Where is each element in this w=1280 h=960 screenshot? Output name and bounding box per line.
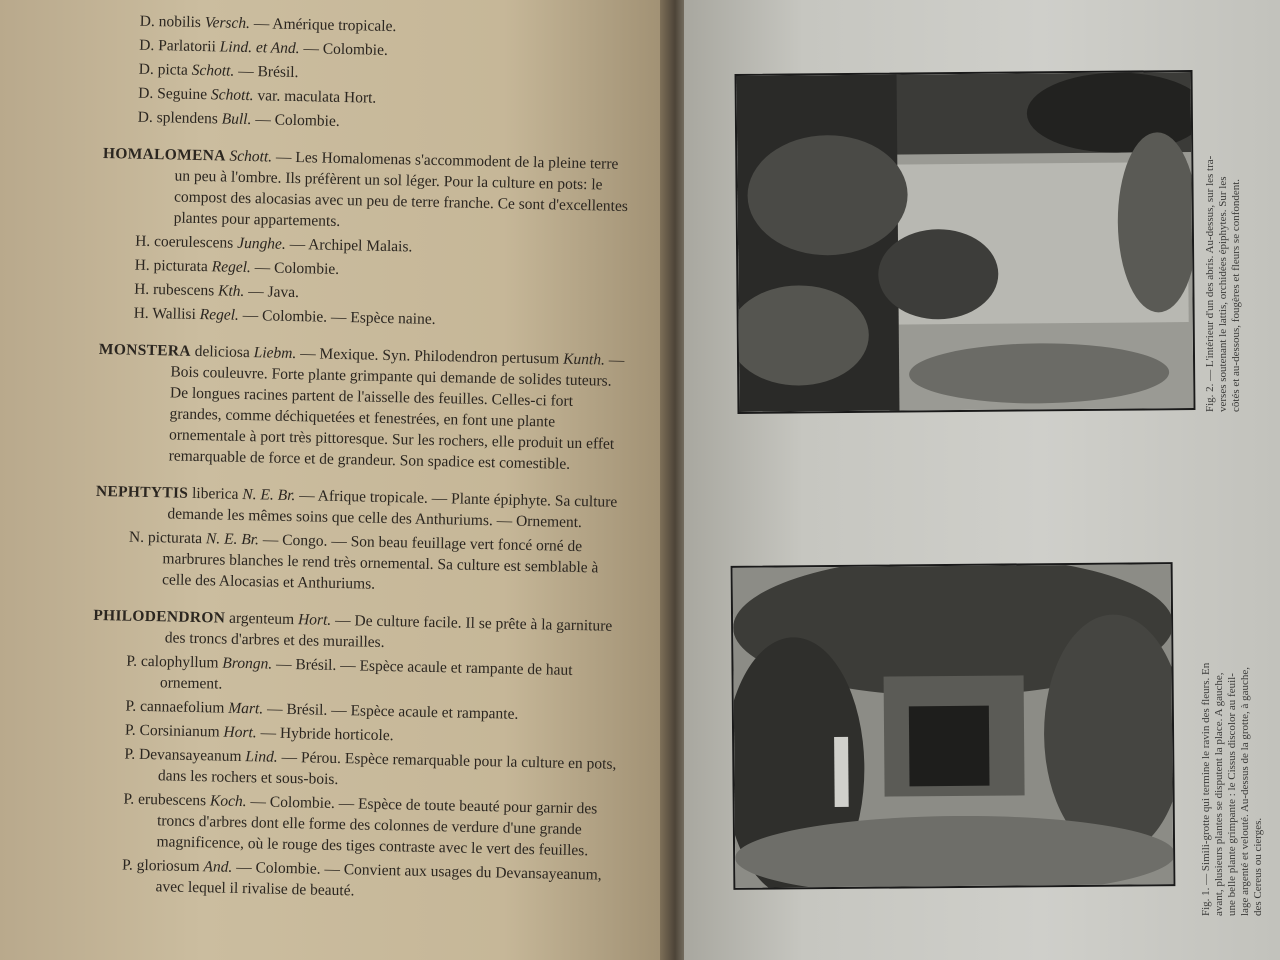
abbr: D. (138, 60, 155, 79)
author: N. E. Br. (242, 485, 296, 505)
caption-line: Fig. 2. — L'intérieur d'un des abris. Au-dessus, sur les tra- (1204, 155, 1216, 412)
homalomena-entry (101, 143, 633, 238)
description: — Les Homalomenas s'accommodent de la pleine terre un peu à l'ombre. Ils préfèrent un sol léger. Pour la culture en pots: le compost des alocasias avec un peu de terre franche. Ce sont d'excellentes plantes pour appartements. (173, 148, 629, 230)
grotto-image (733, 564, 1174, 888)
description: — Java. (248, 283, 300, 302)
description: — De culture facile. Il se prête à la garniture des troncs d'arbres et des murailles. (164, 611, 613, 651)
author: Schott. (210, 86, 254, 105)
abbr: D. (138, 84, 154, 103)
author: Koch. (209, 792, 247, 811)
philodendron-species-entry (122, 789, 619, 862)
abbr: H. (133, 280, 150, 298)
author: Liebm. (253, 344, 297, 363)
species-name: picta (157, 61, 189, 79)
author: Regel. (211, 258, 252, 277)
species-name: erubescens (137, 790, 207, 810)
description: — Brésil. (238, 62, 299, 82)
caption-line: côtés et au-dessous, fougères et fleurs se confondent. (1230, 178, 1242, 412)
genus-name: MONSTERA (98, 340, 192, 360)
genus-name: HOMALOMENA (102, 144, 226, 165)
caption-line: avant, plusieurs plantes se disputent la place. A gauche, (1213, 672, 1225, 916)
description: — Bois couleuvre. Forte plante grimpante qui demande de solides tuteurs. De longues racines partent de l'aisselle des feuilles. Celles-ci fort grandes, comme déchiquetées et fenestrées, en font une plante ornementale à port très pittoresque. Sur les rochers, elle produit un effet remarquable de force et de grandeur. Son spadice est comestible. (168, 351, 625, 473)
genus-name: NEPHTYTIS (95, 482, 189, 502)
species-name: coerulescens (153, 233, 234, 252)
species-name: rubescens (152, 281, 215, 300)
author: Schott. (191, 61, 235, 80)
author: Mart. (228, 699, 264, 718)
philodendron-species-entry (124, 744, 621, 796)
author: Bull. (221, 110, 252, 129)
figure-1-caption (1200, 556, 1265, 916)
genus-name: PHILODENDRON (93, 606, 226, 627)
description: — Amérique tropicale. (253, 15, 397, 36)
description: — Colombie. — Espèce de toute beauté pour garnir des troncs d'arbres dont elle forme des colonnes de verdure d'une grande magnificence, où le rouge des tiges contraste avec le vert des feuilles. (156, 793, 598, 860)
homalomena-species-list (99, 230, 631, 334)
abbr: P. (124, 721, 136, 739)
abbr: H. (133, 304, 149, 322)
abbr: P. (121, 856, 134, 874)
figure-2-photo (735, 70, 1196, 414)
caption-line: verses soutenant le lattis, orchidées épiphytes. Sur les (1217, 176, 1229, 412)
abbr: N. (128, 528, 145, 546)
nephtytis-entry (95, 481, 626, 534)
abbr: D. (139, 12, 156, 31)
caption-line: lage argenté et velouté. Au-dessus de la grotte, à gauche, (1239, 666, 1251, 916)
abbr: D. (137, 108, 154, 127)
philodendron-species-list (87, 650, 622, 907)
description: — Colombie. — Convient aux usages du Devansayeanum, avec lequel il rivalise de beauté. (155, 858, 602, 900)
abbr: P. (126, 652, 138, 670)
description: — Colombie. (254, 259, 340, 278)
author: Lind. (245, 748, 278, 766)
species-name: picturata (153, 257, 209, 276)
monstera-entry (96, 339, 629, 476)
caption-line: Fig. 1. — Simili-grotte qui termine le ravin des fleurs. En (1200, 662, 1212, 916)
species-name: liberica (191, 484, 239, 503)
description: — Colombie. (303, 40, 388, 59)
author: Brongn. (222, 654, 273, 673)
author: Hort. (223, 723, 257, 742)
abbr: P. (124, 745, 136, 763)
species-name: Parlatorii (158, 37, 217, 56)
species-name: calophyllum (140, 652, 219, 672)
author: And. (203, 858, 233, 876)
author: N. E. Br. (205, 530, 260, 549)
description: — Brésil. — Espèce acaule et rampante de haut ornement. (159, 655, 573, 693)
abbr: P. (123, 790, 135, 808)
abbr: H. (134, 232, 151, 250)
species-name: argenteum (228, 609, 295, 629)
description: — Mexique. Syn. Philodendron pertusum (299, 345, 560, 368)
nephtytis-subentry (128, 527, 625, 600)
description: — Archipel Malais. (289, 235, 413, 256)
description: — Pérou. Espèce remarquable pour la culture en pots, dans les rochers et sous-bois. (157, 748, 617, 789)
description: — Colombie. (255, 111, 340, 130)
species-name: picturata (147, 528, 203, 548)
species-name: splendens (156, 109, 219, 128)
figure-2-caption (1204, 72, 1243, 412)
species-name: deliciosa (194, 342, 250, 362)
author: Lind. et And. (219, 38, 300, 58)
description: — Congo. — Son beau feuillage vert foncé orné de marbrures blanches le rend très ornemental. Sa culture est semblable à celle des Alocasias et Anthuriums. (161, 531, 599, 593)
philodendron-species-entry (126, 651, 623, 703)
species-name: Devansayeanum (138, 745, 242, 765)
abbr: P. (125, 697, 137, 715)
figure-1-photo (731, 562, 1176, 890)
author: Hort. (297, 611, 332, 629)
author: Versch. (204, 14, 251, 33)
species-name: Seguine (157, 85, 208, 104)
description: — Afrique tropicale. — Plante épiphyte. Sa culture demande les mêmes soins que celle des Anthuriums. — Ornement. (167, 487, 618, 532)
description: — Brésil. — Espèce acaule et rampante. (266, 700, 519, 723)
author: Schott. (229, 147, 273, 166)
species-name: Corsinianum (139, 721, 220, 741)
author: Kunth. (562, 350, 606, 369)
left-page-text (87, 10, 636, 910)
author: Junghe. (236, 234, 286, 253)
dieffenbachia-species-list (104, 10, 636, 138)
species-name: cannaefolium (139, 697, 225, 717)
caption-line: une belle plante grimpante : le Cissus discolor au feuil- (1226, 673, 1238, 916)
philodendron-entry (93, 605, 624, 658)
author: Regel. (199, 306, 240, 324)
caption-line: des Cereus ou cierges. (1252, 817, 1264, 916)
abbr: H. (134, 256, 150, 274)
abbr: D. (139, 36, 155, 55)
description: — Hybride horticole. (260, 724, 394, 745)
species-name: nobilis (158, 13, 202, 31)
philodendron-species-entry (121, 855, 618, 907)
species-name: Wallisi (152, 305, 197, 323)
author: Kth. (217, 282, 245, 300)
species-name: gloriosum (136, 856, 200, 876)
description: var. maculata Hort. (257, 87, 377, 107)
greenhouse-interior-image (737, 72, 1194, 412)
description: — Colombie. — Espèce naine. (242, 306, 436, 328)
